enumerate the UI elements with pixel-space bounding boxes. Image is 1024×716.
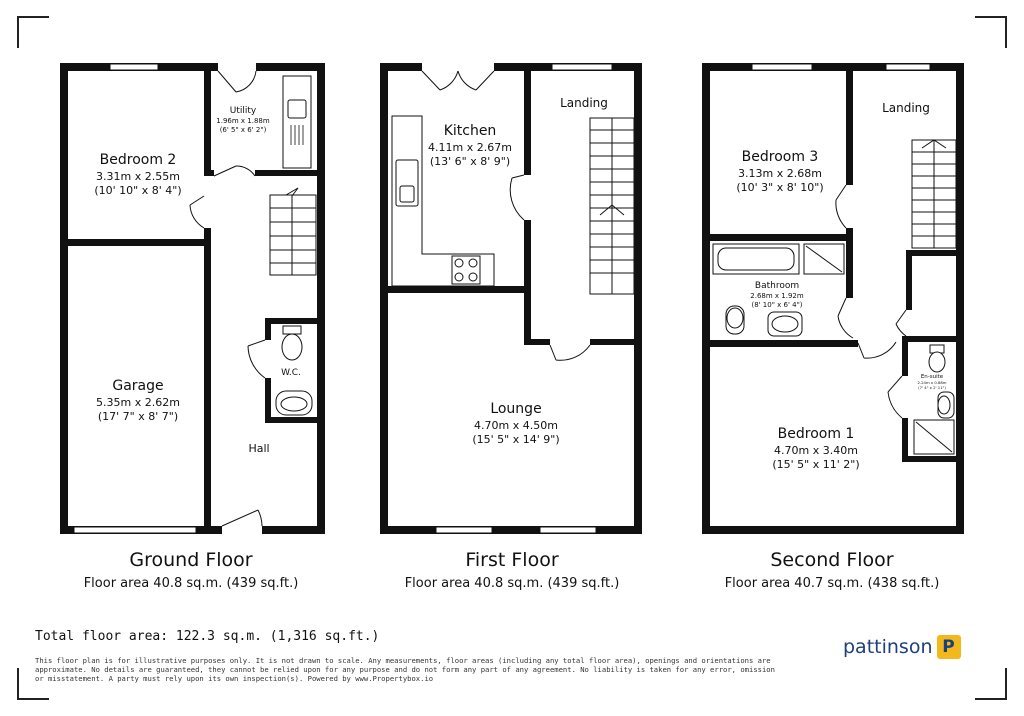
room-dims-bedroom-1: 4.70m x 3.40m	[774, 444, 858, 457]
room-dims-imperial-garage: (17' 7" x 8' 7")	[97, 410, 179, 423]
room-dims-garage: 5.35m x 2.62m	[96, 396, 180, 409]
disclaimer-text: This floor plan is for illustrative purposes only. It is not drawn to scale. Any measurements, floor areas (including any total floor area), openings and orientations are approximate. No details are guaranteed, they cannot be relied upon for any purpose and do not form any part of any agreement. No liability is taken for any error, omission or misstatement. A party must rely upon its own inspection(s). Powered by www.Propertybox.io	[35, 656, 775, 684]
room-dims-imperial-utility: (6' 5" x 6' 2")	[219, 126, 267, 134]
floor-title-first: First Floor	[465, 549, 559, 571]
room-dims-imperial-en-suite: (7' 4" x 2' 11")	[918, 385, 946, 390]
room-labels	[94, 96, 946, 471]
floor-title-ground: Ground Floor	[129, 549, 253, 571]
total-floor-area: Total floor area: 122.3 sq.m. (1,316 sq.ft.)	[35, 629, 380, 644]
brand-logo	[843, 632, 961, 662]
first-floor-plan	[380, 63, 642, 534]
room-dims-imperial-bedroom-3: (10' 3" x 8' 10")	[736, 181, 824, 194]
room-dims-bedroom-3: 3.13m x 2.68m	[738, 167, 822, 180]
room-name-wc: W.C.	[281, 368, 301, 378]
brand-logo-mark-icon	[937, 635, 961, 659]
room-name-hall: Hall	[248, 442, 270, 455]
floor-area-ground: Floor area 40.8 sq.m. (439 sq.ft.)	[83, 576, 299, 591]
room-name-utility: Utility	[229, 106, 257, 116]
crop-marks	[18, 17, 1006, 699]
room-dims-bathroom: 2.68m x 1.92m	[750, 292, 804, 300]
floor-area-first: Floor area 40.8 sq.m. (439 sq.ft.)	[404, 576, 620, 591]
room-dims-kitchen: 4.11m x 2.67m	[428, 141, 512, 154]
room-name-landing-second: Landing	[882, 101, 930, 115]
brand-name: pattinson	[843, 636, 933, 658]
floor-area-second: Floor area 40.7 sq.m. (438 sq.ft.)	[724, 576, 940, 591]
ground-floor-plan	[60, 63, 325, 534]
room-name-bathroom: Bathroom	[754, 281, 800, 291]
room-dims-imperial-bedroom-1: (15' 5" x 11' 2")	[772, 458, 860, 471]
brand-logo-letter: P	[942, 637, 955, 657]
room-name-kitchen: Kitchen	[443, 123, 497, 139]
room-name-bedroom-3: Bedroom 3	[741, 149, 819, 165]
room-dims-en-suite: 2.24m x 0.88m	[917, 380, 947, 385]
room-name-bedroom-2: Bedroom 2	[99, 152, 177, 168]
room-name-lounge: Lounge	[490, 401, 542, 417]
room-dims-lounge: 4.70m x 4.50m	[474, 419, 558, 432]
room-dims-imperial-bedroom-2: (10' 10" x 8' 4")	[94, 184, 182, 197]
room-dims-imperial-kitchen: (13' 6" x 8' 9")	[429, 155, 511, 168]
room-name-garage: Garage	[112, 378, 164, 394]
room-dims-imperial-bathroom: (8' 10" x 6' 4")	[751, 301, 803, 309]
room-name-landing-first: Landing	[560, 96, 608, 110]
floor-title-second: Second Floor	[770, 549, 894, 571]
room-name-bedroom-1: Bedroom 1	[777, 426, 855, 442]
room-dims-utility: 1.96m x 1.88m	[216, 117, 270, 125]
room-dims-imperial-lounge: (15' 5" x 14' 9")	[472, 433, 560, 446]
room-name-en-suite: En-suite	[920, 374, 944, 380]
room-dims-bedroom-2: 3.31m x 2.55m	[96, 170, 180, 183]
